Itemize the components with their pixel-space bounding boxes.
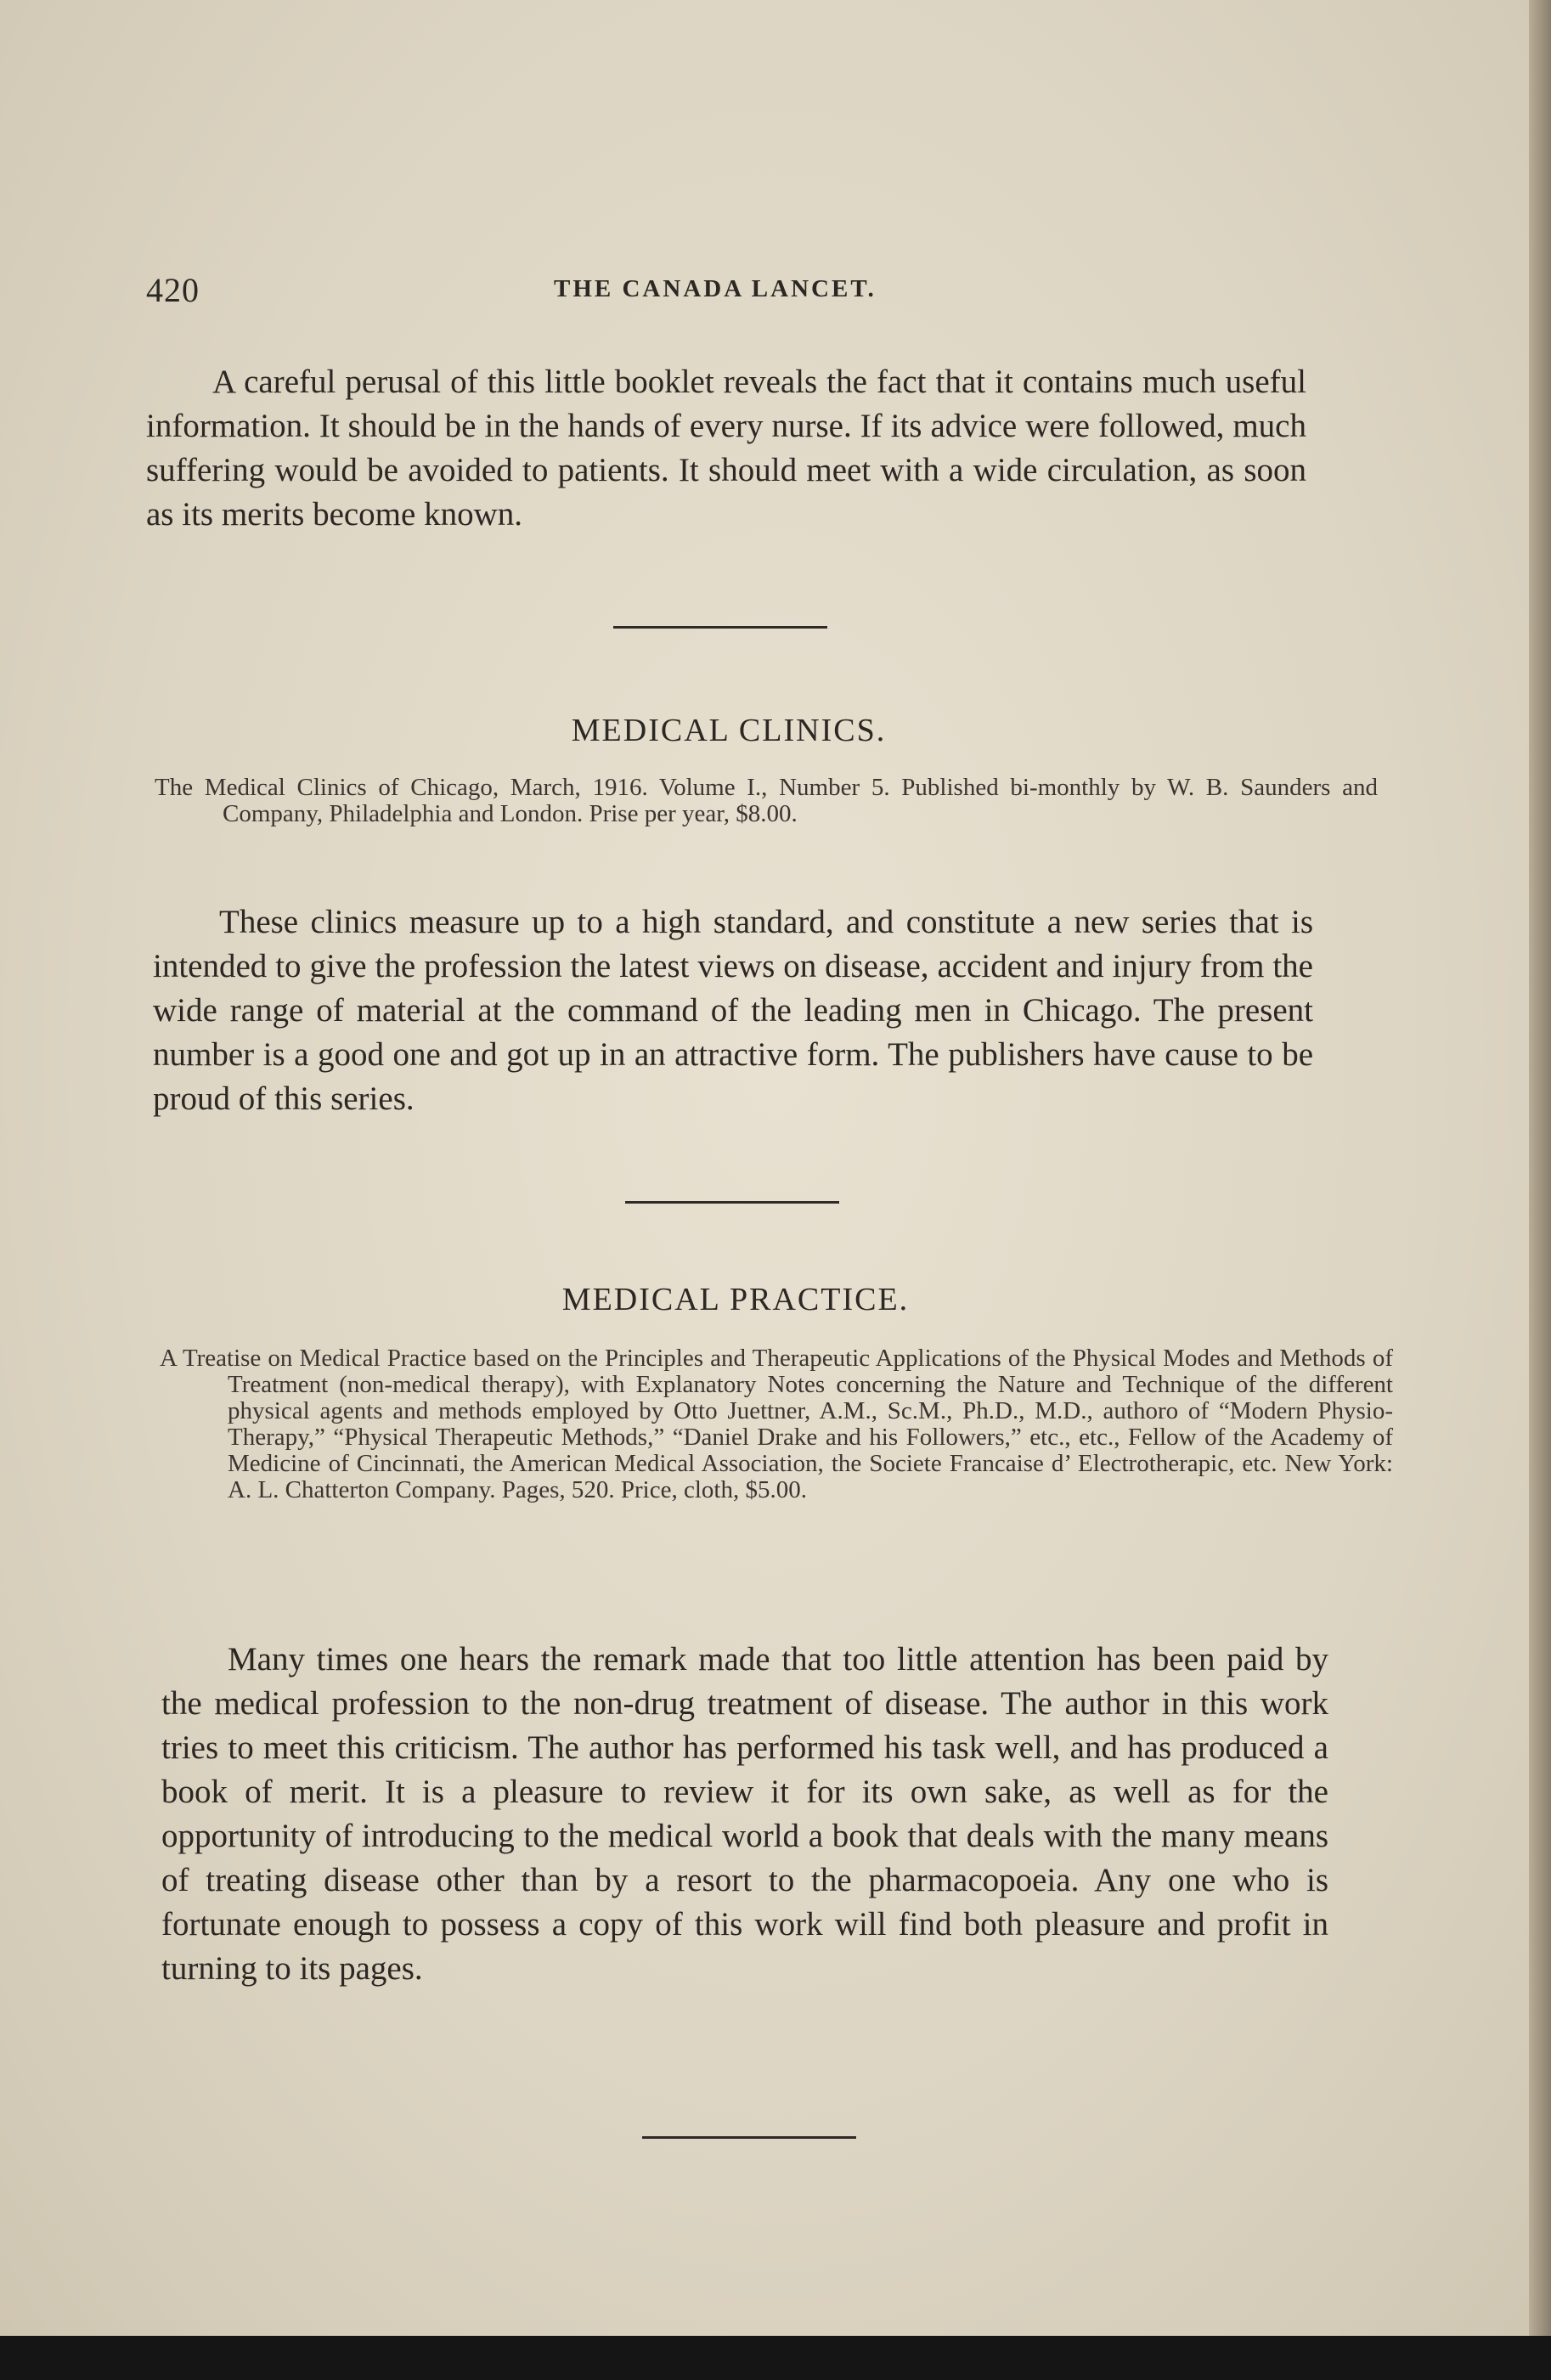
running-title: THE CANADA LANCET.: [554, 275, 877, 302]
section-heading-medical-clinics: MEDICAL CLINICS.: [571, 713, 887, 748]
citation-medical-clinics: The Medical Clinics of Chicago, March, 1916. Volume I., Number 5. Published bi-monthly by W. B. Saunders and Company, Philadelphia and London. Prise per year, $8.00.: [155, 774, 1378, 827]
intro-paragraph: A careful perusal of this little booklet reveals the fact that it contains much useful information. It should be in the hands of every nurse. If its advice were followed, much suffering would be avoided to patients. It should meet with a wide circulation, as soon as its merits become known.: [146, 364, 1306, 533]
citation-medical-practice: A Treatise on Medical Practice based on the Principles and Therapeutic Applications of the Physical Modes and Methods of Treatment (non-medical therapy), with Explanatory Notes concerning the Nature and Technique of the different physical agents and methods employed by Otto Juettner, A.M., Sc.M., Ph.D., M.D., authoro of “Modern Physio-Therapy,” “Physical Therapeutic Methods,” “Daniel Drake and his Followers,” etc., etc., Fellow of the Academy of Medicine of Cincinnati, the American Medical Association, the Societe Francaise d’ Electrotherapic, etc. New York: A. L. Chatterton Company. Pages, 520. Price, cloth, $5.00.: [160, 1345, 1393, 1503]
section-divider: [613, 626, 827, 629]
review-paragraph-medical-clinics: These clinics measure up to a high standard, and constitute a new series that is intended to give the profession the latest views on disease, accident and injury from the wide range of material at the command of the leading men in Chicago. The present number is a good one and got up in an attractive form. The publishers have cause to be proud of this series.: [153, 904, 1313, 1117]
end-divider: [642, 2136, 856, 2139]
section-heading-medical-practice: MEDICAL PRACTICE.: [561, 1282, 910, 1317]
review-paragraph-medical-practice: Many times one hears the remark made that too little attention has been paid by the medical profession to the non-drug treatment of disease. The author in this work tries to meet this criticism. The author has performed his task well, and has produced a book of merit. It is a pleasure to review it for its own sake, as well as for the opportunity of introducing to the medical world a book that deals with the many means of treating disease other than by a resort to the pharmacopoeia. Any one who is fortunate enough to possess a copy of this work will find both pleasure and profit in turning to its pages.: [161, 1641, 1328, 1987]
page-gutter-shadow: [1529, 0, 1551, 2336]
page-number: 420: [146, 271, 200, 309]
section-divider: [625, 1201, 839, 1204]
scan-bottom-edge: [0, 2336, 1551, 2380]
page-header: [146, 270, 1335, 313]
